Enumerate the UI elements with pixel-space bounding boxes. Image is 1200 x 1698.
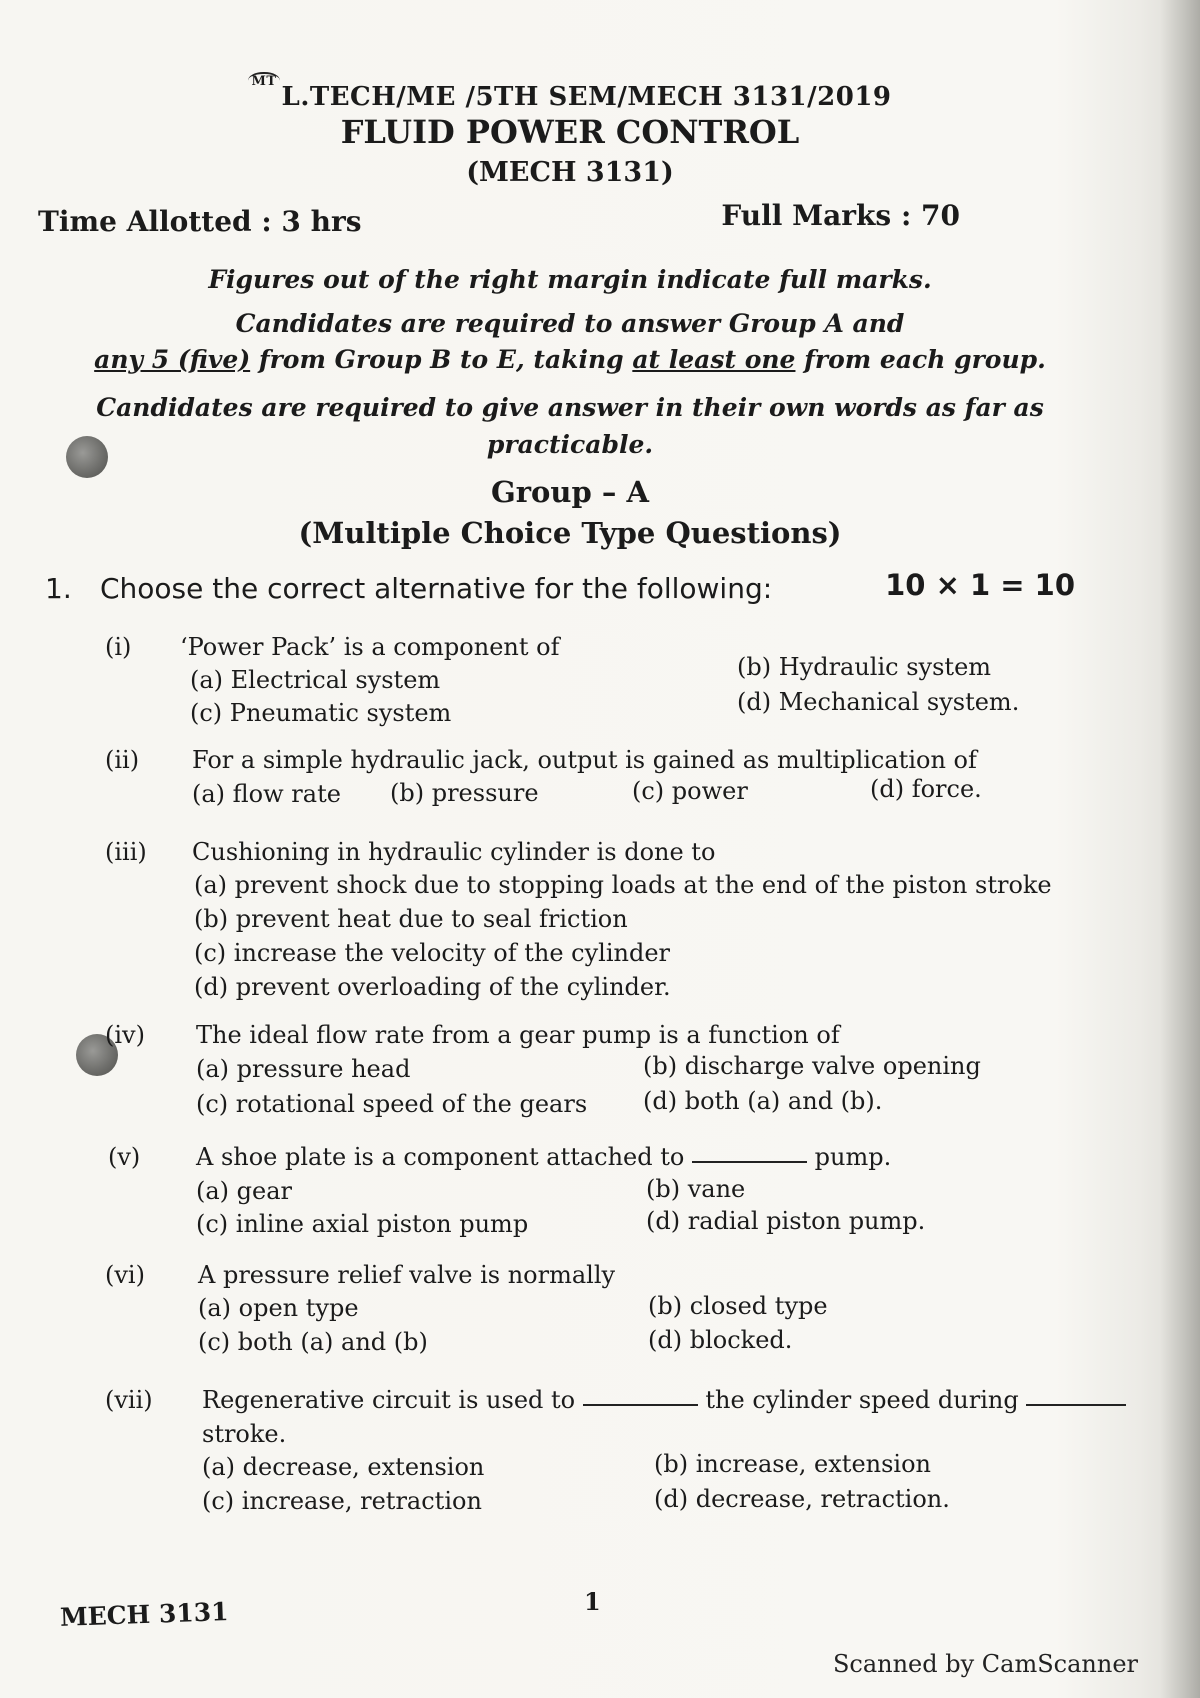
option-a: (a) prevent shock due to stopping loads at the end of the piston stroke bbox=[194, 871, 1052, 899]
question-marks: 10 × 1 = 10 bbox=[885, 568, 1075, 602]
time-allotted: Time Allotted : 3 hrs bbox=[38, 205, 362, 238]
option-c: (c) both (a) and (b) bbox=[198, 1328, 428, 1356]
instruction-line-1: Figures out of the right margin indicate full marks. bbox=[208, 265, 932, 294]
page-edge-shadow bbox=[1160, 0, 1200, 1698]
option-a: (a) Electrical system bbox=[190, 666, 441, 694]
page-number: 1 bbox=[584, 1587, 601, 1616]
institution-logo-icon: MT bbox=[248, 72, 279, 89]
item-number: (iv) bbox=[105, 1021, 145, 1049]
group-title: Group – A bbox=[491, 475, 649, 509]
instruction-line-5: practicable. bbox=[486, 430, 654, 459]
item-number: (ii) bbox=[105, 746, 140, 774]
full-marks: Full Marks : 70 bbox=[721, 199, 960, 232]
subject-title: FLUID POWER CONTROL bbox=[340, 113, 800, 151]
option-c: (c) increase the velocity of the cylinder bbox=[194, 939, 671, 967]
instruction-any-five: any 5 (five) bbox=[94, 345, 251, 374]
option-b: (b) increase, extension bbox=[654, 1450, 931, 1478]
item-number: (vii) bbox=[105, 1386, 153, 1414]
item-stem: For a simple hydraulic jack, output is gained as multiplication of bbox=[192, 746, 977, 774]
paper-code: L.TECH/ME /5TH SEM/MECH 3131/2019 bbox=[281, 82, 892, 112]
item-stem: A pressure relief valve is normally bbox=[198, 1261, 616, 1289]
item-number: (vi) bbox=[105, 1261, 145, 1289]
option-a: (a) flow rate bbox=[192, 780, 341, 808]
option-b: (b) discharge valve opening bbox=[643, 1052, 981, 1080]
option-c: (c) increase, retraction bbox=[202, 1487, 482, 1515]
option-a: (a) decrease, extension bbox=[202, 1453, 485, 1481]
item-stem-continuation: stroke. bbox=[202, 1420, 287, 1448]
option-d: (d) both (a) and (b). bbox=[643, 1087, 883, 1115]
option-d: (d) Mechanical system. bbox=[737, 688, 1020, 716]
option-c: (c) inline axial piston pump bbox=[196, 1210, 529, 1238]
item-number: (v) bbox=[108, 1143, 141, 1171]
instruction-text: from each group. bbox=[795, 345, 1046, 374]
option-d: (d) radial piston pump. bbox=[646, 1207, 926, 1235]
item-stem-part: pump. bbox=[814, 1143, 892, 1171]
option-a: (a) open type bbox=[198, 1294, 359, 1322]
instruction-line-2: Candidates are required to answer Group A and bbox=[235, 309, 905, 338]
option-b: (b) vane bbox=[646, 1175, 746, 1203]
item-stem-part: the cylinder speed during bbox=[705, 1386, 1019, 1414]
scanner-watermark: Scanned by CamScanner bbox=[832, 1650, 1138, 1678]
option-b: (b) Hydraulic system bbox=[737, 653, 992, 681]
item-stem: ‘Power Pack’ is a component of bbox=[180, 633, 560, 661]
option-b: (b) closed type bbox=[648, 1292, 828, 1320]
item-stem: Cushioning in hydraulic cylinder is done to bbox=[192, 838, 716, 866]
item-stem-part: A shoe plate is a component attached to bbox=[196, 1143, 685, 1171]
answer-blank bbox=[692, 1160, 807, 1163]
item-stem: The ideal flow rate from a gear pump is a function of bbox=[196, 1021, 840, 1049]
question-text: Choose the correct alternative for the following: bbox=[100, 572, 773, 605]
instruction-line-4: Candidates are required to give answer in their own words as far as bbox=[96, 393, 1044, 422]
option-a: (a) pressure head bbox=[196, 1055, 411, 1083]
option-b: (b) prevent heat due to seal friction bbox=[194, 905, 628, 933]
item-stem bbox=[196, 1143, 891, 1171]
item-stem bbox=[202, 1386, 1126, 1414]
question-1 bbox=[45, 568, 1075, 605]
group-subtitle: (Multiple Choice Type Questions) bbox=[298, 516, 842, 550]
item-number: (iii) bbox=[105, 838, 147, 866]
item-stem-part: Regenerative circuit is used to bbox=[202, 1386, 576, 1414]
option-d: (d) force. bbox=[870, 775, 982, 803]
option-d: (d) blocked. bbox=[648, 1326, 793, 1354]
instruction-text: from Group B to E, taking bbox=[250, 345, 633, 374]
option-d: (d) decrease, retraction. bbox=[654, 1485, 950, 1513]
option-c: (c) rotational speed of the gears bbox=[196, 1090, 588, 1118]
answer-blank bbox=[1026, 1403, 1126, 1406]
option-b: (b) pressure bbox=[390, 779, 539, 807]
item-number: (i) bbox=[105, 633, 132, 661]
option-a: (a) gear bbox=[196, 1177, 293, 1205]
instruction-at-least-one: at least one bbox=[632, 345, 796, 374]
option-c: (c) power bbox=[632, 777, 748, 805]
subject-code: (MECH 3131) bbox=[466, 157, 674, 188]
footer-course-code: MECH 3131 bbox=[59, 1597, 229, 1632]
instruction-line-3 bbox=[60, 345, 1080, 374]
option-c: (c) Pneumatic system bbox=[190, 699, 452, 727]
paper-code-line bbox=[0, 72, 1140, 112]
option-d: (d) prevent overloading of the cylinder. bbox=[194, 973, 671, 1001]
question-number: 1. bbox=[45, 572, 72, 605]
answer-blank bbox=[583, 1403, 698, 1406]
